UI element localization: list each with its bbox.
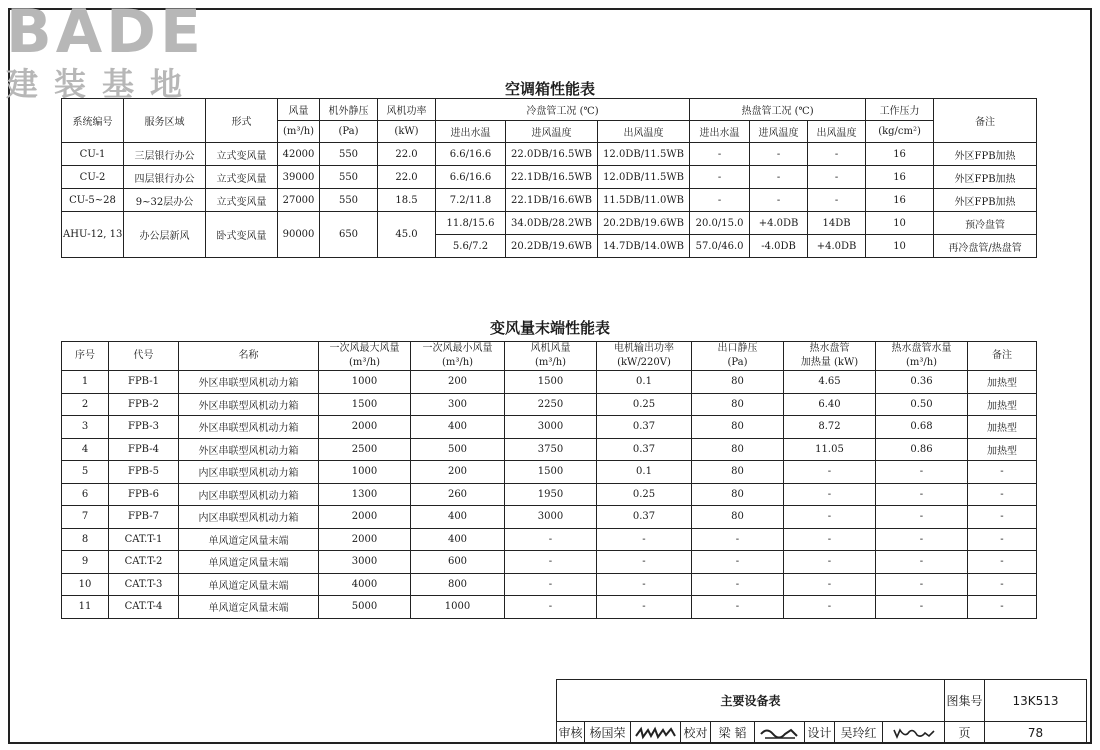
table-cell: - bbox=[876, 596, 968, 619]
table-cell: - bbox=[784, 506, 876, 529]
table-cell: - bbox=[876, 483, 968, 506]
table-cell: CAT.T-2 bbox=[109, 551, 179, 574]
table-cell: 45.0 bbox=[378, 212, 436, 258]
table-cell: - bbox=[505, 528, 597, 551]
table-cell: - bbox=[692, 528, 784, 551]
table-cell: - bbox=[876, 573, 968, 596]
table-row bbox=[62, 143, 1037, 166]
header-cell: 进风温度 bbox=[750, 121, 808, 143]
table-cell: 1500 bbox=[505, 371, 597, 394]
header-cell: 出风温度 bbox=[808, 121, 866, 143]
table-cell: - bbox=[808, 143, 866, 166]
table-cell: 8 bbox=[62, 528, 109, 551]
header-cell: 风量 bbox=[278, 99, 320, 121]
page-label: 页 bbox=[945, 722, 985, 744]
table-cell: 20.2DB/19.6WB bbox=[506, 235, 598, 258]
table-cell: 300 bbox=[411, 393, 505, 416]
table-cell: 400 bbox=[411, 506, 505, 529]
header-cell: 热盘管工况 (℃) bbox=[690, 99, 866, 121]
table-cell: FPB-1 bbox=[109, 371, 179, 394]
header-label: 名称 bbox=[238, 350, 259, 361]
table-cell: 11.05 bbox=[784, 438, 876, 461]
table-cell: AHU-12, 13 bbox=[62, 212, 124, 258]
table-cell: - bbox=[876, 528, 968, 551]
header-label: 一次风最小风量 bbox=[422, 343, 493, 354]
table-cell: 550 bbox=[320, 189, 378, 212]
table-cell: 外区FPB加热 bbox=[934, 189, 1037, 212]
table-cell: 14DB bbox=[808, 212, 866, 235]
table-cell: 0.36 bbox=[876, 371, 968, 394]
table-cell: - bbox=[784, 483, 876, 506]
page-number: 78 bbox=[985, 722, 1087, 744]
table-cell: 20.2DB/19.6WB bbox=[598, 212, 690, 235]
table-cell: - bbox=[968, 483, 1037, 506]
table-cell: 4.65 bbox=[784, 371, 876, 394]
table-row bbox=[62, 551, 1037, 574]
table-cell: - bbox=[505, 573, 597, 596]
table-cell: 4 bbox=[62, 438, 109, 461]
table-cell: 加热型 bbox=[968, 393, 1037, 416]
table-row bbox=[62, 461, 1037, 484]
table-row bbox=[62, 573, 1037, 596]
table-cell: 3000 bbox=[319, 551, 411, 574]
header-label: 代号 bbox=[133, 350, 154, 361]
table-row bbox=[62, 166, 1037, 189]
table-cell: 外区FPB加热 bbox=[934, 143, 1037, 166]
table-cell: CU-1 bbox=[62, 143, 124, 166]
table-cell: FPB-6 bbox=[109, 483, 179, 506]
table-cell: 0.1 bbox=[597, 371, 692, 394]
table-cell: - bbox=[808, 189, 866, 212]
table-cell: - bbox=[750, 166, 808, 189]
table-cell: - bbox=[968, 551, 1037, 574]
table-cell: - bbox=[784, 573, 876, 596]
table-cell: 6.6/16.6 bbox=[436, 166, 506, 189]
table-cell: 11.8/15.6 bbox=[436, 212, 506, 235]
table2-title: 变风量末端性能表 bbox=[489, 319, 610, 337]
table-cell: - bbox=[597, 528, 692, 551]
table1-title: 空调箱性能表 bbox=[504, 80, 595, 98]
header-cell: (kg/cm²) bbox=[866, 121, 934, 143]
table-cell: - bbox=[968, 528, 1037, 551]
header-cell: 系统编号 bbox=[62, 99, 124, 143]
table-cell: 10 bbox=[866, 212, 934, 235]
table2-header-row bbox=[62, 342, 1037, 371]
table-cell: 2000 bbox=[319, 528, 411, 551]
table-row bbox=[62, 189, 1037, 212]
table-cell: - bbox=[968, 461, 1037, 484]
table-cell: - bbox=[784, 551, 876, 574]
header-label: 热水盘管 bbox=[809, 343, 850, 354]
table-cell: 加热型 bbox=[968, 416, 1037, 439]
table-cell: 0.1 bbox=[597, 461, 692, 484]
table-cell: 12.0DB/11.5WB bbox=[598, 166, 690, 189]
table-cell: 11.5DB/11.0WB bbox=[598, 189, 690, 212]
table-cell: 卧式变风量 bbox=[206, 212, 278, 258]
table-cell: 2500 bbox=[319, 438, 411, 461]
atlas-label: 图集号 bbox=[945, 680, 985, 722]
table-cell: 5.6/7.2 bbox=[436, 235, 506, 258]
table-cell: 0.37 bbox=[597, 416, 692, 439]
drawing-title: 主要设备表 bbox=[557, 680, 945, 722]
table-cell: 8.72 bbox=[784, 416, 876, 439]
table-cell: 单风道定风量末端 bbox=[179, 596, 319, 619]
table-cell: 22.0DB/16.5WB bbox=[506, 143, 598, 166]
header-cell bbox=[505, 342, 597, 371]
ahu-performance-table bbox=[61, 98, 1037, 258]
header-unit: (m³/h) bbox=[534, 357, 567, 368]
table-cell: 四层银行办公 bbox=[124, 166, 206, 189]
header-cell: 出风温度 bbox=[598, 121, 690, 143]
table2-body bbox=[62, 371, 1037, 619]
table-cell: 单风道定风量末端 bbox=[179, 551, 319, 574]
table-cell: 16 bbox=[866, 143, 934, 166]
table-cell: - bbox=[690, 143, 750, 166]
table-cell: 6.40 bbox=[784, 393, 876, 416]
table-cell: 外区串联型风机动力箱 bbox=[179, 438, 319, 461]
table-cell: 9~32层办公 bbox=[124, 189, 206, 212]
table-cell: 外区FPB加热 bbox=[934, 166, 1037, 189]
table-cell: 550 bbox=[320, 143, 378, 166]
table-cell: 三层银行办公 bbox=[124, 143, 206, 166]
header-cell bbox=[319, 342, 411, 371]
table-cell: 内区串联型风机动力箱 bbox=[179, 483, 319, 506]
table-cell: 6 bbox=[62, 483, 109, 506]
review-label: 审核 bbox=[557, 722, 585, 744]
table-cell: - bbox=[876, 461, 968, 484]
reviewer-name: 杨国荣 bbox=[585, 722, 631, 744]
table-cell: 内区串联型风机动力箱 bbox=[179, 461, 319, 484]
header-cell: 冷盘管工况 (℃) bbox=[436, 99, 690, 121]
table-cell: 16 bbox=[866, 189, 934, 212]
reviewer-signature bbox=[631, 722, 681, 744]
table-cell: 3 bbox=[62, 416, 109, 439]
table-cell: - bbox=[692, 596, 784, 619]
table-cell: - bbox=[968, 596, 1037, 619]
vav-terminal-table bbox=[61, 341, 1037, 619]
header-cell: 工作压力 bbox=[866, 99, 934, 121]
table-cell: 11 bbox=[62, 596, 109, 619]
table-cell: 1500 bbox=[505, 461, 597, 484]
table-cell: CU-5~28 bbox=[62, 189, 124, 212]
header-label: 序号 bbox=[75, 350, 95, 361]
title-block bbox=[556, 679, 1087, 744]
table-cell: - bbox=[690, 189, 750, 212]
header-cell bbox=[692, 342, 784, 371]
table-cell: - bbox=[784, 528, 876, 551]
table-cell: 0.37 bbox=[597, 438, 692, 461]
header-cell: 服务区域 bbox=[124, 99, 206, 143]
header-unit: (m³/h) bbox=[905, 357, 938, 368]
table-cell: 9 bbox=[62, 551, 109, 574]
table-cell: 800 bbox=[411, 573, 505, 596]
table-cell: CAT.T-3 bbox=[109, 573, 179, 596]
table-cell: 16 bbox=[866, 166, 934, 189]
table-cell: 0.25 bbox=[597, 483, 692, 506]
table-cell: - bbox=[597, 551, 692, 574]
table-cell: 12.0DB/11.5WB bbox=[598, 143, 690, 166]
table-cell: 650 bbox=[320, 212, 378, 258]
header-cell: (Pa) bbox=[320, 121, 378, 143]
table-cell: 80 bbox=[692, 438, 784, 461]
table-cell: - bbox=[597, 573, 692, 596]
table-row bbox=[62, 393, 1037, 416]
table-cell: 1000 bbox=[319, 371, 411, 394]
header-label: 风机风量 bbox=[530, 343, 571, 354]
table-cell: 2 bbox=[62, 393, 109, 416]
header-unit: (m³/h) bbox=[441, 357, 474, 368]
table-cell: 6.6/16.6 bbox=[436, 143, 506, 166]
header-cell bbox=[597, 342, 692, 371]
header-cell bbox=[62, 342, 109, 371]
table-cell: 80 bbox=[692, 371, 784, 394]
header-label: 备注 bbox=[992, 350, 1012, 361]
table-row bbox=[62, 416, 1037, 439]
table-cell: 5 bbox=[62, 461, 109, 484]
table-cell: 80 bbox=[692, 506, 784, 529]
table1-body bbox=[62, 143, 1037, 212]
table-cell: 1000 bbox=[319, 461, 411, 484]
table-cell: - bbox=[505, 551, 597, 574]
table-cell: 外区串联型风机动力箱 bbox=[179, 371, 319, 394]
table-cell: 5000 bbox=[319, 596, 411, 619]
header-label: 一次风最大风量 bbox=[329, 343, 400, 354]
table-cell: 1500 bbox=[319, 393, 411, 416]
table-cell: CU-2 bbox=[62, 166, 124, 189]
header-cell: 机外静压 bbox=[320, 99, 378, 121]
table-cell: 80 bbox=[692, 393, 784, 416]
table-cell: 内区串联型风机动力箱 bbox=[179, 506, 319, 529]
table-cell: 4000 bbox=[319, 573, 411, 596]
design-label: 设计 bbox=[805, 722, 835, 744]
designer-name: 吴玲红 bbox=[835, 722, 883, 744]
table-cell: 3000 bbox=[505, 416, 597, 439]
table-cell: 14.7DB/14.0WB bbox=[598, 235, 690, 258]
table-cell: 18.5 bbox=[378, 189, 436, 212]
table-cell: - bbox=[876, 551, 968, 574]
table-row bbox=[62, 596, 1037, 619]
title-block-row bbox=[557, 722, 1087, 744]
bade-logo bbox=[6, 2, 212, 106]
header-cell bbox=[876, 342, 968, 371]
header-cell: 风机功率 bbox=[378, 99, 436, 121]
header-cell: 进出水温 bbox=[436, 121, 506, 143]
table-cell: CAT.T-4 bbox=[109, 596, 179, 619]
table-cell: - bbox=[750, 143, 808, 166]
table-cell: 2250 bbox=[505, 393, 597, 416]
table-cell: FPB-2 bbox=[109, 393, 179, 416]
table-cell: 0.68 bbox=[876, 416, 968, 439]
header-cell: (m³/h) bbox=[278, 121, 320, 143]
table-cell: 10 bbox=[62, 573, 109, 596]
check-label: 校对 bbox=[681, 722, 711, 744]
header-cell bbox=[968, 342, 1037, 371]
title-block-row bbox=[557, 680, 1087, 722]
table-row bbox=[62, 506, 1037, 529]
table-cell: - bbox=[692, 551, 784, 574]
table-cell: 22.0 bbox=[378, 143, 436, 166]
header-cell bbox=[411, 342, 505, 371]
table-cell: 2000 bbox=[319, 416, 411, 439]
table-cell: 7 bbox=[62, 506, 109, 529]
table-cell: 260 bbox=[411, 483, 505, 506]
table-cell: - bbox=[968, 506, 1037, 529]
table-cell: 90000 bbox=[278, 212, 320, 258]
header-unit: (kW/220V) bbox=[617, 357, 671, 368]
table-cell: 1950 bbox=[505, 483, 597, 506]
table-cell: - bbox=[784, 461, 876, 484]
header-cell: 形式 bbox=[206, 99, 278, 143]
header-cell bbox=[784, 342, 876, 371]
table-cell: 办公层新风 bbox=[124, 212, 206, 258]
table-cell: 加热型 bbox=[968, 371, 1037, 394]
table-cell: 57.0/46.0 bbox=[690, 235, 750, 258]
table-cell: 400 bbox=[411, 528, 505, 551]
table-cell: FPB-7 bbox=[109, 506, 179, 529]
table-row bbox=[62, 483, 1037, 506]
table-cell: 1 bbox=[62, 371, 109, 394]
table-cell: 3750 bbox=[505, 438, 597, 461]
table-cell: 0.25 bbox=[597, 393, 692, 416]
table-cell: 27000 bbox=[278, 189, 320, 212]
table-cell: - bbox=[505, 596, 597, 619]
designer-signature bbox=[883, 722, 945, 744]
table-row bbox=[62, 371, 1037, 394]
table-cell: 22.0 bbox=[378, 166, 436, 189]
checker-name: 梁 韬 bbox=[711, 722, 755, 744]
table-cell: - bbox=[968, 573, 1037, 596]
table-cell: - bbox=[784, 596, 876, 619]
table-cell: 外区串联型风机动力箱 bbox=[179, 393, 319, 416]
table-cell: -4.0DB bbox=[750, 235, 808, 258]
table-cell: FPB-5 bbox=[109, 461, 179, 484]
table-cell: 22.1DB/16.6WB bbox=[506, 189, 598, 212]
table-cell: 600 bbox=[411, 551, 505, 574]
table-row bbox=[62, 528, 1037, 551]
table-cell: 2000 bbox=[319, 506, 411, 529]
table-cell: - bbox=[876, 506, 968, 529]
header-unit: 加热量 (kW) bbox=[800, 357, 859, 368]
table-cell: 500 bbox=[411, 438, 505, 461]
table-cell: 立式变风量 bbox=[206, 189, 278, 212]
table-cell: 立式变风量 bbox=[206, 166, 278, 189]
table-cell: +4.0DB bbox=[808, 235, 866, 258]
table-cell: FPB-3 bbox=[109, 416, 179, 439]
header-cell: 进风温度 bbox=[506, 121, 598, 143]
table-cell: - bbox=[597, 596, 692, 619]
logo-subtitle: 建装基地 bbox=[6, 65, 199, 103]
table-row bbox=[62, 438, 1037, 461]
table-cell: 10 bbox=[866, 235, 934, 258]
checker-signature bbox=[755, 722, 805, 744]
logo-brand: BADE bbox=[6, 0, 205, 67]
table-cell: 42000 bbox=[278, 143, 320, 166]
table-cell: 再冷盘管/热盘管 bbox=[934, 235, 1037, 258]
table-cell: 预冷盘管 bbox=[934, 212, 1037, 235]
header-label: 出口静压 bbox=[717, 343, 758, 354]
table-cell: 0.50 bbox=[876, 393, 968, 416]
header-cell bbox=[179, 342, 319, 371]
table1-header-row bbox=[62, 99, 1037, 121]
atlas-number: 13K513 bbox=[985, 680, 1087, 722]
table-cell: 200 bbox=[411, 461, 505, 484]
table-cell: 0.86 bbox=[876, 438, 968, 461]
header-cell: 进出水温 bbox=[690, 121, 750, 143]
table-cell: - bbox=[690, 166, 750, 189]
table-cell: 外区串联型风机动力箱 bbox=[179, 416, 319, 439]
table-cell: 22.1DB/16.5WB bbox=[506, 166, 598, 189]
table-cell: 单风道定风量末端 bbox=[179, 573, 319, 596]
table-cell: FPB-4 bbox=[109, 438, 179, 461]
table-cell: 加热型 bbox=[968, 438, 1037, 461]
table-cell: 7.2/11.8 bbox=[436, 189, 506, 212]
table-cell: 200 bbox=[411, 371, 505, 394]
table-cell: - bbox=[750, 189, 808, 212]
table-cell: 20.0/15.0 bbox=[690, 212, 750, 235]
table-cell: 3000 bbox=[505, 506, 597, 529]
header-label: 热水盘管水量 bbox=[891, 343, 952, 354]
table-cell: 80 bbox=[692, 461, 784, 484]
table-cell: - bbox=[692, 573, 784, 596]
header-cell: 备注 bbox=[934, 99, 1037, 143]
header-unit: (Pa) bbox=[727, 357, 748, 368]
table-cell: 单风道定风量末端 bbox=[179, 528, 319, 551]
table-cell: CAT.T-1 bbox=[109, 528, 179, 551]
header-unit: (m³/h) bbox=[348, 357, 381, 368]
table-cell: 550 bbox=[320, 166, 378, 189]
table-cell: 400 bbox=[411, 416, 505, 439]
table-cell: 1000 bbox=[411, 596, 505, 619]
table-cell: 0.37 bbox=[597, 506, 692, 529]
header-cell: (kW) bbox=[378, 121, 436, 143]
table-cell: - bbox=[808, 166, 866, 189]
table-cell: 80 bbox=[692, 483, 784, 506]
table-row bbox=[62, 212, 1037, 235]
table-cell: 立式变风量 bbox=[206, 143, 278, 166]
table-cell: 1300 bbox=[319, 483, 411, 506]
table-cell: 80 bbox=[692, 416, 784, 439]
table-cell: 34.0DB/28.2WB bbox=[506, 212, 598, 235]
table-cell: 39000 bbox=[278, 166, 320, 189]
table-cell: +4.0DB bbox=[750, 212, 808, 235]
header-label: 电机输出功率 bbox=[614, 343, 674, 354]
header-cell bbox=[109, 342, 179, 371]
